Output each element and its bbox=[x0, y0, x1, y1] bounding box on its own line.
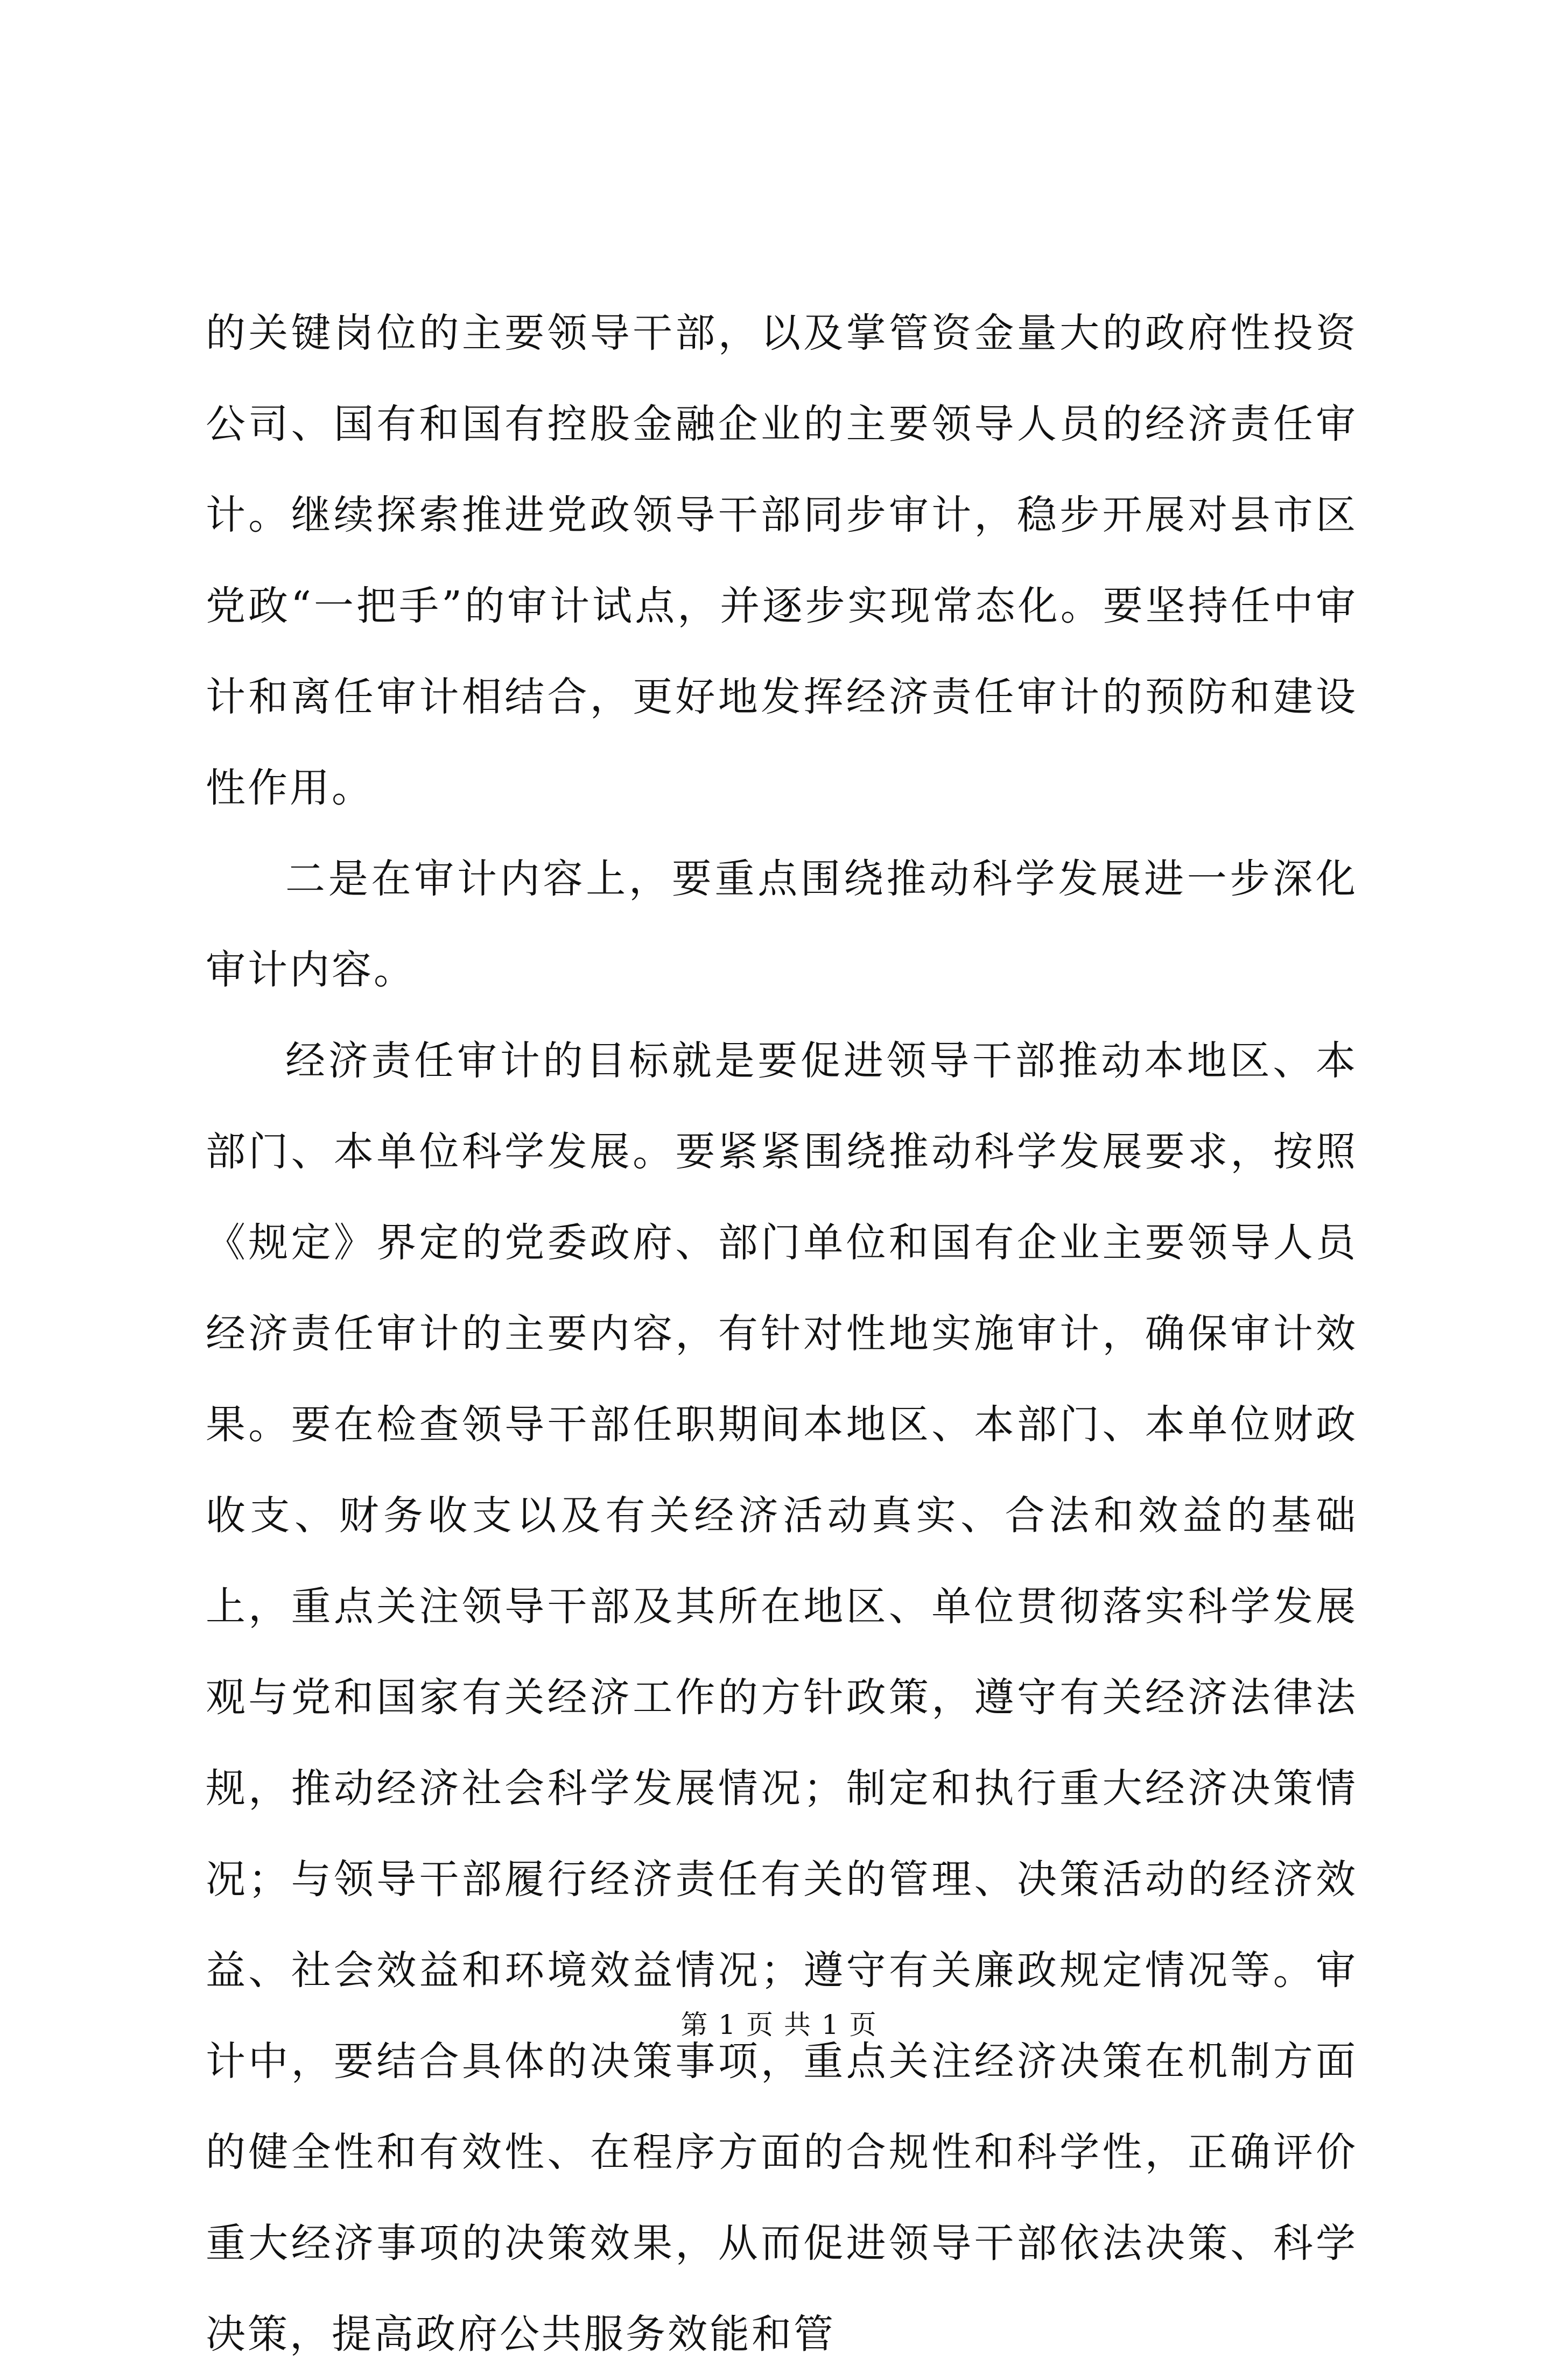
page-footer: 第 1 页 共 1 页 bbox=[680, 2009, 878, 2040]
document-body bbox=[206, 288, 1358, 2380]
paragraph-section-heading: 二是在审计内容上，要重点围绕推动科学发展进一步深化审计内容。 bbox=[206, 856, 1358, 993]
paragraph-body: 经济责任审计的目标就是要促进领导干部推动本地区、本部门、本单位科学发展。要紧紧围绕推动科学发展要求，按照《规定》界定的党委政府、部门单位和国有企业主要领导人员经济责任审计的主要内容，有针对性地实施审计，确保审计效果。要在检查领导干部任职期间本地区、本部门、本单位财政收支、财务收支以及有关经济活动真实、合法和效益的基础上，重点关注领导干部及其所在地区、单位贯彻落实科学发展观与党和国家有关经济工作的方针政策，遵守有关经济法律法规，推动经济社会科学发展情况；制定和执行重大经济决策情况；与领导干部履行经济责任有关的管理、决策活动的经济效益、社会效益和环境效益情况；遵守有关廉政规定情况等。审计中，要结合具体的决策事项，重点关注经济决策在机制方面的健全性和有效性、在程序方面的合规性和科学性，正确评价重大经济事项的决策效果，从而促进领导干部依法决策、科学决策，提高政府公共服务效能和管 bbox=[206, 1038, 1358, 2357]
paragraph-continuation: 的关键岗位的主要领导干部，以及掌管资金量大的政府性投资公司、国有和国有控股金融企业的主要领导人员的经济责任审计。继续探索推进党政领导干部同步审计，稳步开展对县市区党政“一把手”的审计试点，并逐步实现常态化。要坚持任中审计和离任审计相结合，更好地发挥经济责任审计的预防和建设性作用。 bbox=[206, 310, 1358, 811]
